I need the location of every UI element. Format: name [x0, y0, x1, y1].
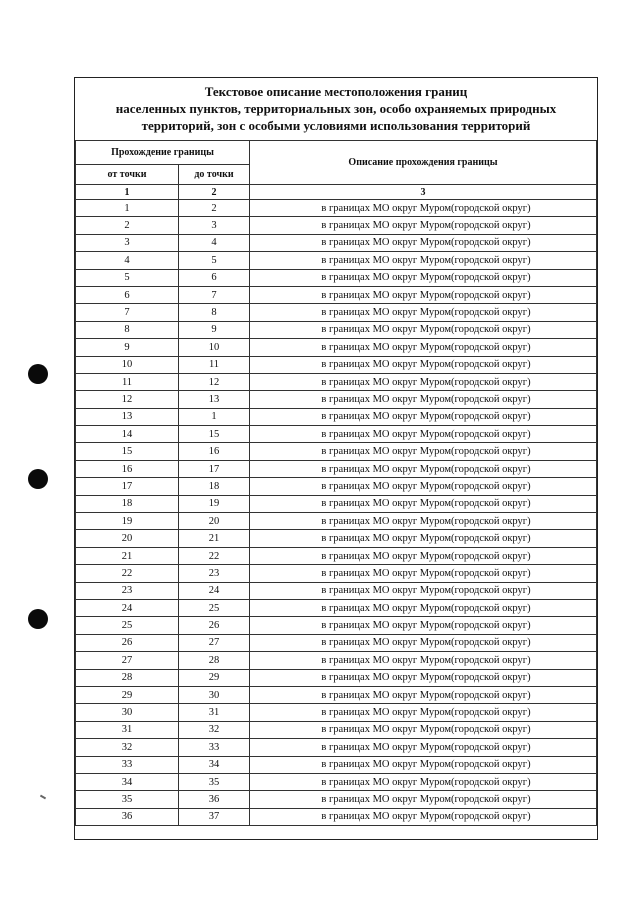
description-cell: в границах МО округ Муром(городской округ) — [250, 808, 597, 825]
to-point-cell: 18 — [179, 478, 250, 495]
table-row — [76, 547, 597, 564]
to-point-cell: 11 — [179, 356, 250, 373]
description-cell: в границах МО округ Муром(городской округ) — [250, 252, 597, 269]
from-point-cell: 21 — [76, 547, 179, 564]
from-point-cell: 20 — [76, 530, 179, 547]
to-point-cell: 23 — [179, 565, 250, 582]
table-row — [76, 617, 597, 634]
description-cell: в границах МО округ Муром(городской округ) — [250, 408, 597, 425]
from-point-cell: 13 — [76, 408, 179, 425]
description-cell: в границах МО округ Муром(городской округ) — [250, 269, 597, 286]
title-line-3: территорий, зон с особыми условиями использования территорий — [141, 118, 531, 133]
description-cell: в границах МО округ Муром(городской округ) — [250, 234, 597, 251]
table-row — [76, 391, 597, 408]
description-cell: в границах МО округ Муром(городской округ) — [250, 391, 597, 408]
from-point-cell: 27 — [76, 652, 179, 669]
from-point-cell: 36 — [76, 808, 179, 825]
table-row — [76, 478, 597, 495]
to-point-cell: 30 — [179, 686, 250, 703]
to-point-cell: 16 — [179, 443, 250, 460]
title-line-1: Текстовое описание местоположения границ — [204, 84, 468, 99]
description-cell: в границах МО округ Муром(городской округ) — [250, 373, 597, 390]
description-cell: в границах МО округ Муром(городской округ) — [250, 756, 597, 773]
description-cell: в границах МО округ Муром(городской округ) — [250, 426, 597, 443]
table-row — [76, 200, 597, 217]
from-point-cell: 14 — [76, 426, 179, 443]
to-point-cell: 15 — [179, 426, 250, 443]
to-point-cell: 13 — [179, 391, 250, 408]
to-point-cell: 33 — [179, 739, 250, 756]
to-point-header: до точки — [179, 165, 250, 185]
description-cell: в границах МО округ Муром(городской округ) — [250, 530, 597, 547]
from-point-cell: 31 — [76, 721, 179, 738]
to-point-cell: 3 — [179, 217, 250, 234]
to-point-cell: 35 — [179, 773, 250, 790]
description-cell: в границах МО округ Муром(городской округ) — [250, 686, 597, 703]
description-cell: в границах МО округ Муром(городской округ) — [250, 773, 597, 790]
from-point-cell: 24 — [76, 599, 179, 616]
from-point-cell: 3 — [76, 234, 179, 251]
to-point-cell: 27 — [179, 634, 250, 651]
description-cell: в границах МО округ Муром(городской округ) — [250, 460, 597, 477]
from-point-cell: 23 — [76, 582, 179, 599]
binder-hole-top — [28, 364, 48, 384]
from-point-cell: 6 — [76, 286, 179, 303]
from-point-cell: 19 — [76, 513, 179, 530]
to-point-cell: 22 — [179, 547, 250, 564]
table-body — [76, 200, 597, 826]
description-header: Описание прохождения границы — [250, 141, 597, 185]
from-point-cell: 10 — [76, 356, 179, 373]
description-cell: в границах МО округ Муром(городской округ) — [250, 634, 597, 651]
from-point-cell: 35 — [76, 791, 179, 808]
to-point-cell: 5 — [179, 252, 250, 269]
from-point-cell: 12 — [76, 391, 179, 408]
table-row — [76, 356, 597, 373]
from-point-cell: 32 — [76, 739, 179, 756]
description-cell: в границах МО округ Муром(городской округ) — [250, 652, 597, 669]
from-point-cell: 17 — [76, 478, 179, 495]
description-cell: в границах МО округ Муром(городской округ) — [250, 669, 597, 686]
description-cell: в границах МО округ Муром(городской округ) — [250, 565, 597, 582]
from-point-cell: 22 — [76, 565, 179, 582]
table-row — [76, 443, 597, 460]
to-point-cell: 6 — [179, 269, 250, 286]
from-point-cell: 34 — [76, 773, 179, 790]
table-row — [76, 495, 597, 512]
to-point-cell: 26 — [179, 617, 250, 634]
to-point-cell: 1 — [179, 408, 250, 425]
table-row — [76, 652, 597, 669]
boundary-table — [75, 140, 597, 826]
from-point-cell: 29 — [76, 686, 179, 703]
table-row — [76, 234, 597, 251]
table-row — [76, 217, 597, 234]
to-point-cell: 2 — [179, 200, 250, 217]
to-point-cell: 19 — [179, 495, 250, 512]
description-cell: в границах МО округ Муром(городской округ) — [250, 513, 597, 530]
document-frame — [74, 77, 598, 840]
to-point-cell: 10 — [179, 339, 250, 356]
table-row — [76, 321, 597, 338]
group-header: Прохождение границы — [76, 141, 250, 165]
table-row — [76, 530, 597, 547]
to-point-cell: 4 — [179, 234, 250, 251]
table-row — [76, 686, 597, 703]
from-point-cell: 33 — [76, 756, 179, 773]
table-row — [76, 565, 597, 582]
description-cell: в границах МО округ Муром(городской округ) — [250, 286, 597, 303]
to-point-cell: 28 — [179, 652, 250, 669]
binder-hole-bottom — [28, 609, 48, 629]
description-cell: в границах МО округ Муром(городской округ) — [250, 791, 597, 808]
column-number: 2 — [179, 185, 250, 200]
to-point-cell: 32 — [179, 721, 250, 738]
to-point-cell: 34 — [179, 756, 250, 773]
to-point-cell: 31 — [179, 704, 250, 721]
table-row — [76, 721, 597, 738]
from-point-cell: 16 — [76, 460, 179, 477]
table-row — [76, 599, 597, 616]
to-point-cell: 36 — [179, 791, 250, 808]
from-point-cell: 7 — [76, 304, 179, 321]
from-point-cell: 8 — [76, 321, 179, 338]
table-row — [76, 808, 597, 825]
description-cell: в границах МО округ Муром(городской округ) — [250, 704, 597, 721]
from-point-cell: 28 — [76, 669, 179, 686]
table-row — [76, 669, 597, 686]
description-cell: в границах МО округ Муром(городской округ) — [250, 721, 597, 738]
binder-hole-middle — [28, 469, 48, 489]
table-row — [76, 739, 597, 756]
to-point-cell: 24 — [179, 582, 250, 599]
from-point-cell: 2 — [76, 217, 179, 234]
table-row — [76, 704, 597, 721]
table-row — [76, 286, 597, 303]
description-cell: в границах МО округ Муром(городской округ) — [250, 599, 597, 616]
description-cell: в границах МО округ Муром(городской округ) — [250, 321, 597, 338]
description-cell: в границах МО округ Муром(городской округ) — [250, 739, 597, 756]
table-row — [76, 756, 597, 773]
table-row — [76, 373, 597, 390]
from-point-cell: 30 — [76, 704, 179, 721]
from-point-header: от точки — [76, 165, 179, 185]
from-point-cell: 25 — [76, 617, 179, 634]
to-point-cell: 17 — [179, 460, 250, 477]
column-number: 3 — [250, 185, 597, 200]
table-row — [76, 408, 597, 425]
to-point-cell: 20 — [179, 513, 250, 530]
description-cell: в границах МО округ Муром(городской округ) — [250, 478, 597, 495]
table-row — [76, 304, 597, 321]
description-cell: в границах МО округ Муром(городской округ) — [250, 304, 597, 321]
description-cell: в границах МО округ Муром(городской округ) — [250, 617, 597, 634]
table-row — [76, 791, 597, 808]
document-title — [75, 78, 597, 140]
table-row — [76, 773, 597, 790]
description-cell: в границах МО округ Муром(городской округ) — [250, 443, 597, 460]
table-row — [76, 460, 597, 477]
table-row — [76, 269, 597, 286]
to-point-cell: 37 — [179, 808, 250, 825]
from-point-cell: 11 — [76, 373, 179, 390]
from-point-cell: 5 — [76, 269, 179, 286]
to-point-cell: 12 — [179, 373, 250, 390]
scan-speck — [40, 795, 46, 800]
table-row — [76, 513, 597, 530]
table-row — [76, 339, 597, 356]
to-point-cell: 25 — [179, 599, 250, 616]
description-cell: в границах МО округ Муром(городской округ) — [250, 495, 597, 512]
description-cell: в границах МО округ Муром(городской округ) — [250, 547, 597, 564]
from-point-cell: 9 — [76, 339, 179, 356]
from-point-cell: 18 — [76, 495, 179, 512]
to-point-cell: 21 — [179, 530, 250, 547]
table-row — [76, 582, 597, 599]
description-cell: в границах МО округ Муром(городской округ) — [250, 582, 597, 599]
from-point-cell: 15 — [76, 443, 179, 460]
from-point-cell: 1 — [76, 200, 179, 217]
to-point-cell: 9 — [179, 321, 250, 338]
to-point-cell: 29 — [179, 669, 250, 686]
description-cell: в границах МО округ Муром(городской округ) — [250, 339, 597, 356]
table-row — [76, 252, 597, 269]
table-row — [76, 634, 597, 651]
table-row — [76, 426, 597, 443]
to-point-cell: 7 — [179, 286, 250, 303]
column-number: 1 — [76, 185, 179, 200]
description-cell: в границах МО округ Муром(городской округ) — [250, 200, 597, 217]
from-point-cell: 26 — [76, 634, 179, 651]
description-cell: в границах МО округ Муром(городской округ) — [250, 356, 597, 373]
to-point-cell: 8 — [179, 304, 250, 321]
from-point-cell: 4 — [76, 252, 179, 269]
title-line-2: населенных пунктов, территориальных зон, особо охраняемых природных — [115, 101, 557, 116]
description-cell: в границах МО округ Муром(городской округ) — [250, 217, 597, 234]
